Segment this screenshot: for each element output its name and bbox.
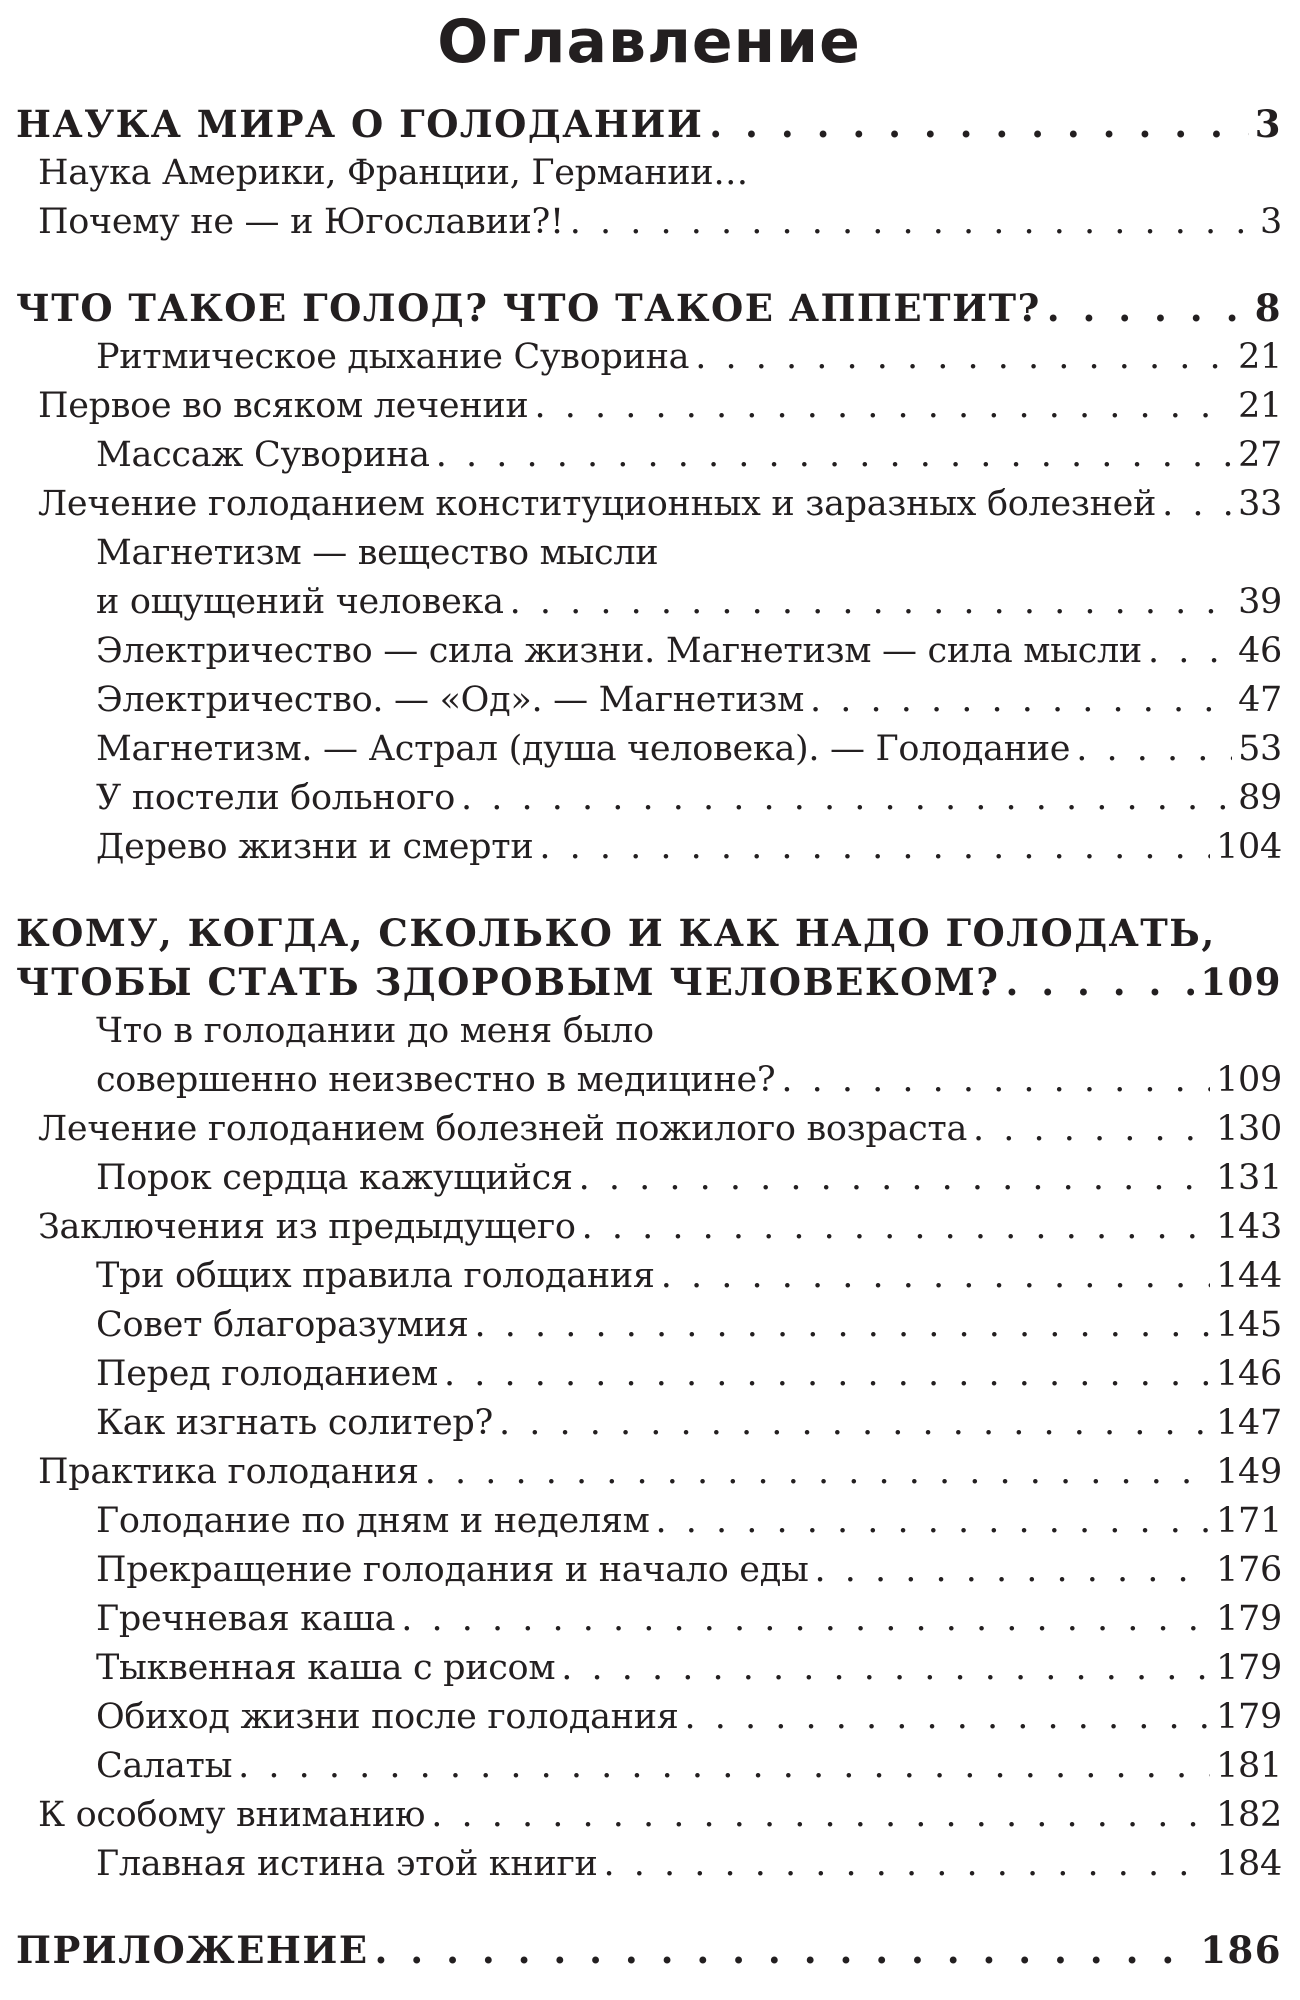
page-number: 47 — [1238, 680, 1282, 720]
toc-section-title: НАУКА МИРА О ГОЛОДАНИИ — [16, 102, 704, 146]
page-number: 143 — [1216, 1207, 1282, 1247]
page-number: 3 — [1260, 202, 1282, 242]
toc-entry[interactable] — [16, 1252, 1282, 1301]
toc-entry-title: Прекращение голодания и начало еды — [96, 1550, 809, 1590]
page-number: 186 — [1200, 1928, 1282, 1972]
toc-entry-title-line1: Что в голодании до меня было — [96, 1011, 654, 1051]
page-number: 176 — [1216, 1550, 1282, 1590]
toc-entry[interactable] — [16, 1497, 1282, 1546]
page-number: 184 — [1216, 1844, 1282, 1884]
leader-dots — [661, 1252, 1210, 1301]
toc-section-heading[interactable] — [16, 909, 1282, 1007]
leader-dots — [561, 1644, 1210, 1693]
toc-entry-title: Голодание по дням и неделям — [96, 1501, 650, 1541]
toc-entry-title: Дерево жизни и смерти — [96, 827, 534, 867]
leader-dots — [604, 1840, 1211, 1889]
page-number: 46 — [1238, 631, 1282, 671]
page-number: 182 — [1216, 1795, 1282, 1835]
leader-dots — [375, 1926, 1195, 1975]
toc-entry-title: К особому вниманию — [38, 1795, 426, 1835]
leader-dots — [579, 1154, 1210, 1203]
page-number: 89 — [1238, 778, 1282, 818]
toc-entry-title: Салаты — [96, 1746, 233, 1786]
toc-entry[interactable] — [16, 1448, 1282, 1497]
toc-section-heading-line — [16, 958, 1282, 1007]
leader-dots — [461, 774, 1232, 823]
toc-entry[interactable] — [16, 1154, 1282, 1203]
toc-entry[interactable] — [16, 382, 1282, 431]
toc-entry-title: Электричество. — «Од». — Магнетизм — [96, 680, 805, 720]
leader-dots — [570, 198, 1254, 247]
toc-entry[interactable] — [16, 480, 1282, 529]
leader-dots — [539, 823, 1210, 872]
toc-entry[interactable] — [16, 725, 1282, 774]
page-number: 131 — [1216, 1158, 1282, 1198]
page-number: 149 — [1216, 1452, 1282, 1492]
toc-entry[interactable] — [16, 1301, 1282, 1350]
toc-entry-line — [38, 198, 1282, 247]
toc-section-title: ПРИЛОЖЕНИЕ — [16, 1928, 369, 1972]
leader-dots — [810, 676, 1232, 725]
toc-entry[interactable] — [16, 1644, 1282, 1693]
leader-dots — [436, 431, 1232, 480]
leader-dots — [685, 1693, 1211, 1742]
toc-entry[interactable] — [16, 431, 1282, 480]
toc-entry-title-line1: Наука Америки, Франции, Германии… — [38, 153, 749, 193]
page-number: 171 — [1216, 1501, 1282, 1541]
leader-dots — [1076, 725, 1232, 774]
toc-entry[interactable] — [16, 1007, 1282, 1105]
leader-dots — [1162, 480, 1232, 529]
leader-dots — [431, 1791, 1210, 1840]
toc-entry-title: Гречневая каша — [96, 1599, 396, 1639]
toc-entry[interactable] — [16, 1791, 1282, 1840]
toc-entry-title: Заключения из предыдущего — [38, 1207, 576, 1247]
toc-entry[interactable] — [16, 1840, 1282, 1889]
toc-entry[interactable] — [16, 1350, 1282, 1399]
leader-dots — [238, 1742, 1210, 1791]
page-number: 109 — [1200, 960, 1282, 1004]
page-number: 146 — [1216, 1354, 1282, 1394]
toc-entry-title: Лечение голоданием болезней пожилого возраста — [38, 1109, 968, 1149]
page-number: 109 — [1216, 1060, 1282, 1100]
page-number: 147 — [1216, 1403, 1282, 1443]
toc-section-title-line1: КОМУ, КОГДА, СКОЛЬКО И КАК НАДО ГОЛОДАТЬ, — [16, 911, 1216, 955]
toc-entry-line — [96, 1056, 1282, 1105]
toc-entry[interactable] — [16, 823, 1282, 872]
toc-entry[interactable] — [16, 1399, 1282, 1448]
leader-dots — [1047, 284, 1249, 333]
toc-entry[interactable] — [16, 1546, 1282, 1595]
leader-dots — [1005, 958, 1194, 1007]
toc-entry-title: Практика голодания — [38, 1452, 419, 1492]
page-number: 3 — [1254, 102, 1282, 146]
toc-entry[interactable] — [16, 774, 1282, 823]
page-number: 144 — [1216, 1256, 1282, 1296]
toc-entry-title: Как изгнать солитер? — [96, 1403, 493, 1443]
toc-section-heading[interactable] — [16, 1926, 1282, 1975]
page-title: Оглавление — [437, 7, 861, 77]
toc-section-title-line2: ЧТОБЫ СТАТЬ ЗДОРОВЫМ ЧЕЛОВЕКОМ? — [16, 960, 1000, 1004]
leader-dots — [534, 382, 1232, 431]
leader-dots — [401, 1595, 1210, 1644]
page-number: 145 — [1216, 1305, 1282, 1345]
toc-entry[interactable] — [16, 529, 1282, 627]
toc-entry-title: Перед голоданием — [96, 1354, 438, 1394]
toc-entry[interactable] — [16, 1105, 1282, 1154]
leader-dots — [695, 333, 1232, 382]
toc-entry-title: Лечение голоданием конституционных и заразных болезней — [38, 484, 1157, 524]
page-number: 130 — [1216, 1109, 1282, 1149]
page-number: 39 — [1238, 582, 1282, 622]
page-number: 21 — [1238, 337, 1282, 377]
page-number: 179 — [1216, 1599, 1282, 1639]
toc-entry[interactable] — [16, 1595, 1282, 1644]
toc-entry-title: Обиход жизни после голодания — [96, 1697, 679, 1737]
leader-dots — [510, 578, 1232, 627]
leader-dots — [582, 1203, 1210, 1252]
toc-entry[interactable] — [16, 149, 1282, 247]
leader-dots — [499, 1399, 1210, 1448]
toc-entry-title: Ритмическое дыхание Суворина — [96, 337, 690, 377]
toc-entry[interactable] — [16, 1203, 1282, 1252]
page-number: 53 — [1238, 729, 1282, 769]
toc-entry-title-line2: и ощущений человека — [96, 582, 504, 622]
page-number: 104 — [1216, 827, 1282, 867]
leader-dots — [425, 1448, 1210, 1497]
page-number: 21 — [1238, 386, 1282, 426]
page-number: 33 — [1238, 484, 1282, 524]
toc-entry-title-line2: Почему не — и Югославии?! — [38, 202, 564, 242]
toc-entry-title: Совет благоразумия — [96, 1305, 469, 1345]
leader-dots — [709, 100, 1248, 149]
toc-entry-title: Электричество — сила жизни. Магнетизм — сила мысли — [96, 631, 1142, 671]
toc-entry[interactable] — [16, 627, 1282, 676]
page-number: 27 — [1238, 435, 1282, 475]
section-gap — [16, 1889, 1282, 1926]
toc-entry[interactable] — [16, 333, 1282, 382]
toc-entry-title: Магнетизм. — Астрал (душа человека). — Голодание — [96, 729, 1071, 769]
leader-dots — [656, 1497, 1211, 1546]
page-number: 179 — [1216, 1697, 1282, 1737]
page-number: 8 — [1254, 286, 1282, 330]
leader-dots — [815, 1546, 1211, 1595]
leader-dots — [781, 1056, 1210, 1105]
toc-entry-title: Массаж Суворина — [96, 435, 430, 475]
leader-dots — [475, 1301, 1211, 1350]
toc-entry-title-line1: Магнетизм — вещество мысли — [96, 533, 659, 573]
toc-entry-title: Порок сердца кажущийся — [96, 1158, 573, 1198]
toc-entry[interactable] — [16, 676, 1282, 725]
toc-entry-title-line2: совершенно неизвестно в медицине? — [96, 1060, 776, 1100]
page-number: 179 — [1216, 1648, 1282, 1688]
toc-section-title: ЧТО ТАКОЕ ГОЛОД? ЧТО ТАКОЕ АППЕТИТ? — [16, 286, 1041, 330]
toc-entry-title: Три общих правила голодания — [96, 1256, 655, 1296]
leader-dots — [1148, 627, 1232, 676]
toc-entry-title: Первое во всяком лечении — [38, 386, 529, 426]
leader-dots — [444, 1350, 1210, 1399]
toc-section-heading[interactable] — [16, 100, 1282, 149]
page-number: 181 — [1216, 1746, 1282, 1786]
toc-section-heading[interactable] — [16, 284, 1282, 333]
toc-entry-title: Главная истина этой книги — [96, 1844, 598, 1884]
toc-entry-title: Тыквенная каша с рисом — [96, 1648, 556, 1688]
table-of-contents — [16, 100, 1282, 1975]
section-gap — [16, 247, 1282, 284]
toc-entry[interactable] — [16, 1693, 1282, 1742]
leader-dots — [973, 1105, 1210, 1154]
toc-entry-line — [96, 578, 1282, 627]
toc-entry[interactable] — [16, 1742, 1282, 1791]
toc-entry-title: У постели больного — [96, 778, 456, 818]
section-gap — [16, 872, 1282, 909]
